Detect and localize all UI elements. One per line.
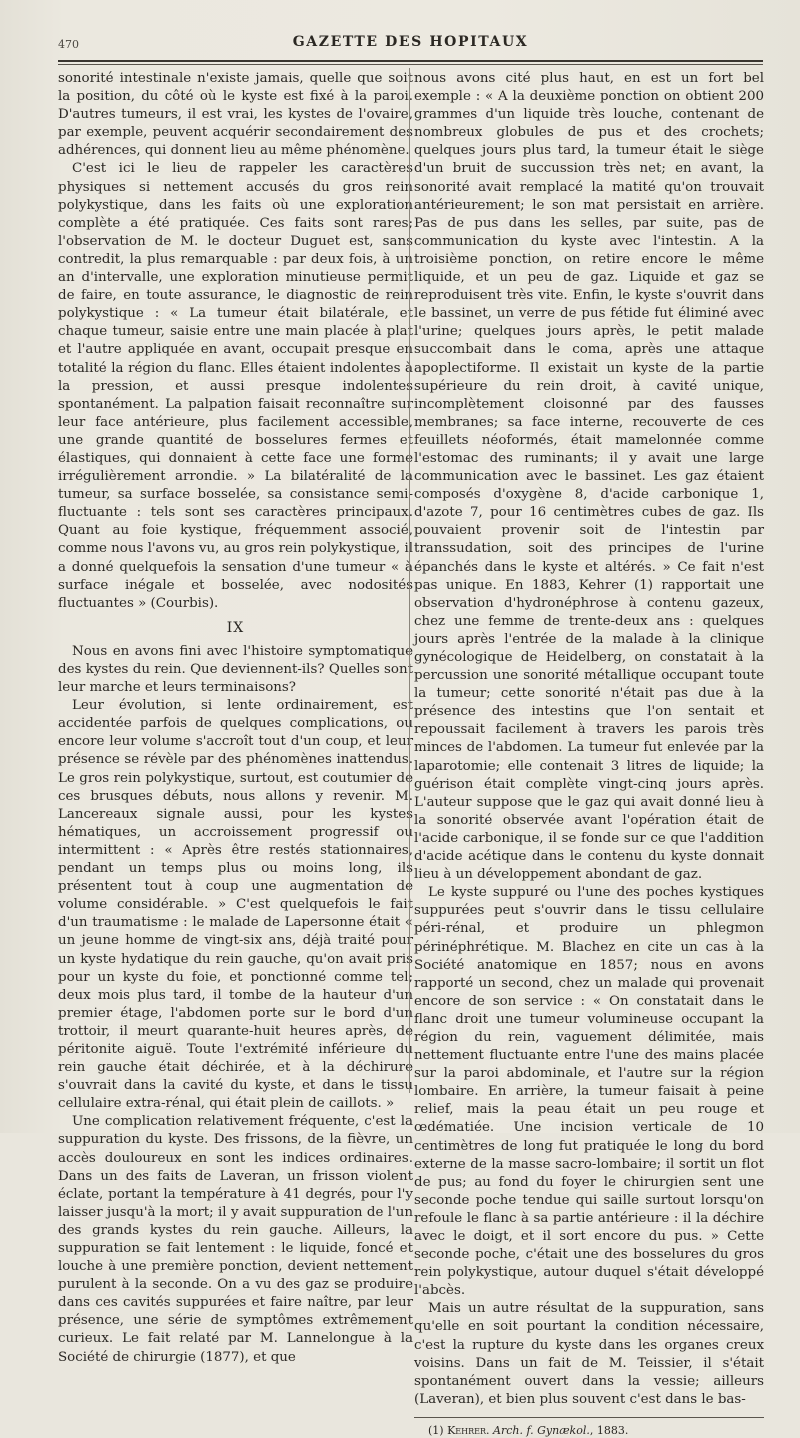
- right-column: [414, 70, 764, 1438]
- section-heading: IX: [226, 619, 245, 636]
- left-paragraph-3: Nous en avons fini avec l'histoire symptomatique des kystes du rein. Que deviennent-ils? Quelles sont leur marche et leurs terminaisons?: [58, 643, 413, 696]
- footnote-year: , 1883.: [589, 1423, 629, 1437]
- left-column: [58, 70, 413, 1367]
- right-paragraph-2: Le kyste suppuré ou l'une des poches kystiques suppurées peut s'ouvrir dans le tissu cellulaire péri-rénal, et produire un phlegmon périnéphrétique. M. Blachez en cite un cas à la Société anatomique en 1857; nous en avons rapporté un second, chez un malade qui provenait encore de son service : « On constatait dans le flanc droit une tumeur volumineuse occupant la région du rein, vaguement délimitée, mais nettement fluctuante entre l'une des mains placée sur la paroi abdominale, et l'autre sur la région lombaire. En arrière, la tumeur faisait à peine relief, mais la peau était un peu rouge et œdématiée. Une incision verticale de 10 centimètres de long fut pratiquée le long du bord externe de la masse sacro-lombaire; il sortit un flot de pus; au fond du foyer le chirurgien sent une seconde poche tendue qui saille surtout lorsqu'on refoule le flanc à sa partie antérieure : il la déchire avec le doigt, et il sort encore du pus. » Cette seconde poche, c'était une des bosselures du gros rein polykystique, autour duquel s'était développé l'abcès.: [414, 885, 764, 1299]
- right-paragraph-3: Mais un autre résultat de la suppuration, sans qu'elle en soit pourtant la condition nécessaire, c'est la rupture du kyste dans les organes creux voisins. Dans un fait de M. Teissier, il s'était spontanément ouvert dans la vessie; ailleurs (Laveran), et bien plus souvent c'est dans le bas-: [414, 1301, 764, 1407]
- footnote-source: Arch. f. Gynækol.: [493, 1423, 590, 1437]
- journal-title: GAZETTE DES HOPITAUX: [292, 34, 529, 50]
- right-paragraph-1: nous avons cité plus haut, en est un fort bel exemple : « A la deuxième ponction on obtient 200 grammes d'un liquide très louche, contenant de nombreux globules de pus et des crochets; quelques jours plus tard, la tumeur était le siège d'un bruit de succussion très net; en avant, la sonorité avait remplacé la matité qu'on trouvait antérieurement; le son mat persistait en arrière. Pas de pus dans les selles, par suite, pas de communication du kyste avec l'intestin. A la troisième ponction, on retire encore le même liquide, et un peu de gaz. Liquide et gaz se reproduisent très vite. Enfin, le kyste s'ouvrit dans le bassinet, un verre de pus fétide fut éliminé avec l'urine; quelques jours après, le petit malade succombait dans le coma, après une attaque apoplectiforme. Il existait un kyste de la partie supérieure du rein droit, à cavité unique, incomplètement cloisonné par des fausses membranes; sa face interne, recouverte de ces feuillets néoformés, était mamelonnée comme l'estomac des ruminants; il y avait une large communication avec le bassinet. Les gaz étaient composés d'oxygène 8, d'acide carbonique 1, d'azote 7, pour 16 centimètres cubes de gaz. Ils pouvaient provenir soit de l'intestin par transsudation, soit des principes de l'urine épanchés dans le kyste et altérés. » Ce fait n'est pas unique. En 1883, Kehrer (1) rapportait une observation d'hydronéphrose à contenu gazeux, chez une femme de trente-deux ans : quelques jours après l'entrée de la malade à la clinique gynécologique de Heidelberg, on constatait à la percussion une sonorité métallique occupant toute la tumeur; cette sonorité n'était pas due à la présence des intestins que l'on sentait et repoussait facilement à travers les parois très minces de l'abdomen. La tumeur fut enlevée par la laparotomie; elle contenait 3 litres de liquide; la guérison était complète vingt-cinq jours après. L'auteur suppose que le gaz qui avait donné lieu à la sonorité observée avant l'opération était de l'acide carbonique, il se fonde sur ce que l'addition d'acide acétique dans le contenu du kyste donnait lieu à un développement abondant de gaz.: [414, 71, 764, 883]
- footnote: [414, 1424, 764, 1438]
- footnote-author: Kehrer.: [447, 1423, 490, 1437]
- left-paragraph-2: C'est ici le lieu de rappeler les caractères physiques si nettement accusés du gros rein polykystique, dans les faits où une exploration complète a été pratiquée. Ces faits sont rares; l'observation de M. le docteur Duguet est, sans contredit, la plus remarquable : par deux fois, à un an d'intervalle, une exploration minutieuse permit de faire, en toute assurance, le diagnostic de rein polykystique : « La tumeur était bilatérale, et chaque tumeur, saisie entre une main placée à plat et l'autre appliquée en avant, occupait presque en totalité la région du flanc. Elles étaient indolentes à la pression, et aussi presque indolentes spontanément. La palpation faisait reconnaître sur leur face antérieure, plus facilement accessible, une grande quantité de bosselures fermes et élastiques, qui donnaient à cette face une forme irrégulièrement arrondie. » La bilatéralité de la tumeur, sa surface bosselée, sa consistance semi-fluctuante : tels sont ses caractères principaux. Quant au foie kystique, fréquemment associé, comme nous l'avons vu, au gros rein polykystique, il a donné quelquefois la sensation d'une tumeur « à surface inégale et bosselée, avec nodosités fluctuantes » (Courbis).: [58, 161, 414, 611]
- column-divider: [409, 68, 410, 1093]
- header-rule: [58, 60, 763, 62]
- footnote-rule: [414, 1417, 764, 1418]
- left-paragraph-1: sonorité intestinale n'existe jamais, quelle que soit la position, du côté où le kyste est fixé à la paroi. D'autres tumeurs, il est vrai, les kystes de l'ovaire, par exemple, peuvent acquérir secondairement des adhérences, qui donnent lieu au même phénomène.: [58, 71, 413, 159]
- header-rule-thin: [58, 64, 763, 65]
- footnote-mark: (1): [428, 1423, 444, 1437]
- page-header: [58, 34, 763, 58]
- left-paragraph-4: Leur évolution, si lente ordinairement, est accidentée parfois de quelques complications, ou encore leur volume s'accroît tout d'un coup, et leur présence se révèle par des phénomènes inattendus. Le gros rein polykystique, surtout, est coutumier de ces brusques débuts, nous allons y revenir. M. Lancereaux signale aussi, pour les kystes hématiques, un accroissement progressif ou intermittent : « Après être restés stationnaires, pendant un temps plus ou moins long, ils présentent tout à coup une augmentation de volume considérable. » C'est quelquefois le fait d'un traumatisme : le malade de Lapersonne était « un jeune homme de vingt-six ans, déjà traité pour un kyste hydatique du rein gauche, qu'on avait pris pour un kyste du foie, et ponctionné comme tel; deux mois plus tard, il tombe de la hauteur d'un premier étage, l'abdomen porte sur le bord d'un trottoir, il meurt quarante-huit heures après, de péritonite aiguë. Toute l'extrémité inférieure du rein gauche était déchirée, et à la déchirure s'ouvrait dans la cavité du kyste, et dans le tissu cellulaire extra-rénal, qui était plein de caillots. »: [58, 698, 413, 1112]
- left-paragraph-5: Une complication relativement fréquente, c'est la suppuration du kyste. Des frissons, de la fièvre, un accès douloureux en sont les indices ordinaires. Dans un des faits de Laveran, un frisson violent éclate, portant la température à 41 degrés, pour l'y laisser jusqu'à la mort; il y avait suppuration de l'un des grands kystes du rein gauche. Ailleurs, la suppuration se fait lentement : le liquide, foncé et louche à une première ponction, devient nettement purulent à la seconde. On a vu des gaz se produire dans ces cavités suppurées et faire naître, par leur présence, une série de symptômes extrêmement curieux. Le fait relaté par M. Lannelongue à la Société de chirurgie (1877), et que: [58, 1114, 413, 1365]
- page-number: 470: [58, 38, 79, 51]
